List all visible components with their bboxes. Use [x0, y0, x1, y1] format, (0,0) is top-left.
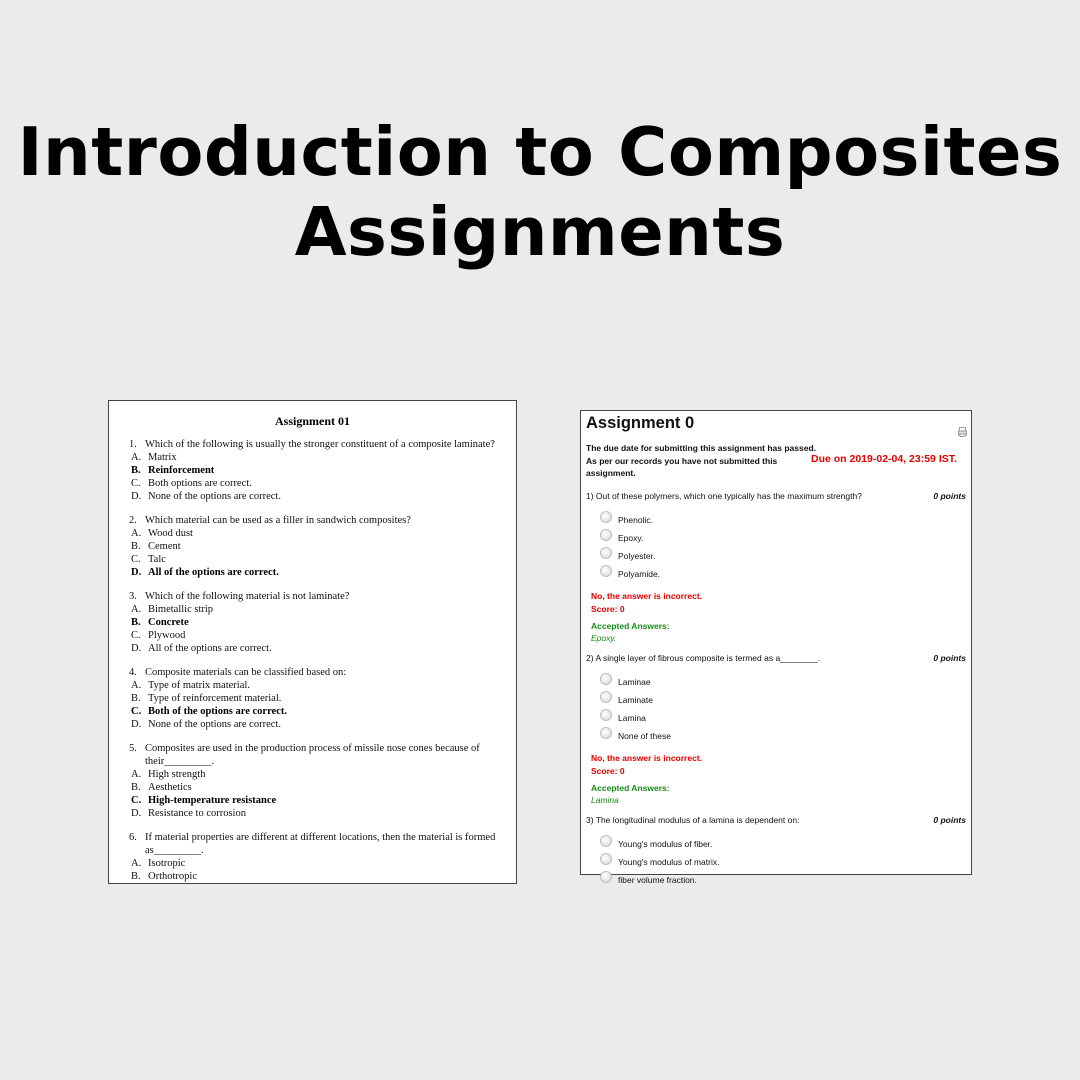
option-letter: A. [131, 769, 142, 780]
option-letter: D. [131, 491, 142, 502]
option-text: High strength [148, 769, 206, 780]
question-points: 0 points [933, 653, 966, 663]
radio-button[interactable] [600, 547, 612, 559]
option-text: None of the options are correct. [148, 719, 281, 730]
question-body: Which material can be used as a filler in sandwich composites? [145, 515, 411, 526]
question-points: 0 points [933, 815, 966, 825]
assignment-0-document [580, 410, 972, 885]
assignment-01-title: Assignment 01 [274, 414, 350, 428]
answer-option[interactable] [600, 529, 971, 547]
accepted-answers-label: Accepted Answers: [591, 783, 670, 793]
option [129, 807, 502, 820]
question-body: Composite materials can be classified based on: [145, 667, 347, 678]
option-text: None of the options are correct. [148, 491, 281, 502]
option [129, 490, 502, 503]
option [129, 718, 502, 731]
option-text: Concrete [148, 617, 189, 628]
question-body: Which of the following material is not laminate? [145, 591, 350, 602]
option-letter: B. [131, 871, 141, 882]
option-letter: C. [131, 478, 141, 489]
question-text [129, 590, 502, 603]
radio-button[interactable] [600, 691, 612, 703]
question-block [581, 813, 971, 889]
option-letter: D. [131, 719, 142, 730]
option-label: fiber volume fraction. [618, 875, 697, 885]
option-letter: D. [131, 567, 142, 578]
score-text: Score: 0 [591, 603, 625, 614]
option [129, 679, 502, 692]
radio-button[interactable] [600, 727, 612, 739]
option-letter: D. [131, 643, 142, 654]
correct-option [129, 705, 502, 718]
option-text: Reinforcement [148, 465, 215, 476]
question-body: Composites are used in the production process of missile nose cones because of their_________. [145, 743, 480, 767]
question-block [129, 742, 516, 820]
question-number: 2. [129, 515, 137, 526]
answer-feedback [581, 752, 971, 777]
question-block [129, 514, 516, 579]
option [129, 477, 502, 490]
assignment-01-questions [109, 438, 516, 883]
option-text: Cement [148, 541, 181, 552]
question-points: 0 points [933, 491, 966, 501]
answer-option[interactable] [600, 853, 971, 871]
option-letter: B. [131, 465, 141, 476]
print-icon[interactable] [958, 427, 967, 437]
option-letter: B. [131, 782, 141, 793]
answer-option[interactable] [600, 871, 971, 889]
answer-feedback [581, 590, 971, 615]
option-letter: C. [131, 630, 141, 641]
option-text: Plywood [148, 630, 186, 641]
option [129, 642, 502, 655]
option-letter: A. [131, 858, 142, 869]
answer-option[interactable] [600, 511, 971, 529]
option [129, 692, 502, 705]
accepted-answer: Epoxy. [591, 633, 617, 643]
correct-option [129, 616, 502, 629]
question-number: 1. [129, 439, 137, 450]
option [129, 870, 502, 883]
submission-notice [586, 442, 816, 480]
option-label: Phenolic. [618, 515, 653, 525]
option-text: Orthotropic [148, 871, 197, 882]
question-number: 6. [129, 832, 137, 843]
radio-button[interactable] [600, 673, 612, 685]
question-line [581, 813, 971, 827]
option-label: Laminate [618, 695, 653, 705]
due-date: Due on 2019-02-04, 23:59 IST. [811, 453, 957, 465]
option-text: Wood dust [148, 528, 193, 539]
feedback-text: No, the answer is incorrect. [591, 591, 703, 601]
page-title-line1: Introduction to Composites [17, 113, 1063, 191]
question-text [129, 831, 502, 857]
option [129, 527, 502, 540]
correct-option [129, 566, 502, 579]
radio-button[interactable] [600, 709, 612, 721]
page-title [0, 112, 1080, 272]
radio-button[interactable] [600, 511, 612, 523]
answer-option[interactable] [600, 547, 971, 565]
answer-option[interactable] [600, 835, 971, 853]
option-text: Both of the options are correct. [148, 706, 288, 717]
option-letter: B. [131, 617, 141, 628]
answer-options [581, 835, 971, 889]
answer-option[interactable] [600, 727, 971, 745]
question-block [129, 590, 516, 655]
option [129, 603, 502, 616]
option-letter: A. [131, 528, 142, 539]
option-label: Young's modulus of matrix. [618, 857, 720, 867]
option [129, 451, 502, 464]
radio-button[interactable] [600, 871, 612, 883]
assignment-01-document [108, 400, 517, 884]
option-letter: C. [131, 795, 142, 806]
feedback-text: No, the answer is incorrect. [591, 753, 703, 763]
question-block [129, 666, 516, 731]
option-letter: C. [131, 554, 141, 565]
option-letter: A. [131, 452, 142, 463]
option [129, 629, 502, 642]
notice-line2: As per our records you have not submitted this assignment. [586, 455, 778, 478]
option-letter: A. [131, 680, 142, 691]
option-label: None of these [618, 731, 671, 741]
answer-options [581, 511, 971, 583]
option-label: Polyester. [618, 551, 656, 561]
question-block [581, 489, 971, 644]
question-line [581, 489, 971, 503]
option [129, 768, 502, 781]
answer-option[interactable] [600, 691, 971, 709]
option-text: Isotropic [148, 858, 186, 869]
question-number: 4. [129, 667, 137, 678]
question-number: 3. [129, 591, 137, 602]
option-letter: D. [131, 808, 142, 819]
answer-option[interactable] [600, 673, 971, 691]
question-text [129, 514, 502, 527]
correct-option [129, 464, 502, 477]
option-letter: C. [131, 706, 142, 717]
accepted-answers-label: Accepted Answers: [591, 621, 670, 631]
accepted-answer: Lamina [591, 795, 619, 805]
option-text: Talc [148, 554, 166, 565]
notice-line1: The due date for submitting this assignment has passed. [586, 443, 817, 453]
radio-button[interactable] [600, 853, 612, 865]
question-text [129, 438, 502, 451]
question-block [581, 651, 971, 806]
radio-button[interactable] [600, 565, 612, 577]
page-title-line2: Assignments [294, 193, 786, 271]
option [129, 540, 502, 553]
option-label: Laminae [618, 677, 651, 687]
option-text: Matrix [148, 452, 177, 463]
question-text [129, 742, 502, 768]
option-text: Type of matrix material. [148, 680, 250, 691]
option-letter: B. [131, 693, 141, 704]
question-block [129, 831, 516, 883]
correct-option [129, 794, 502, 807]
question-text: 3) The longitudinal modulus of a lamina is dependent on: [586, 815, 800, 825]
option-label: Polyamide. [618, 569, 661, 579]
option-letter: B. [131, 541, 141, 552]
question-text: 2) A single layer of fibrous composite is termed as a________. [586, 653, 821, 663]
option [129, 781, 502, 794]
question-text [129, 666, 502, 679]
question-body: If material properties are different at different locations, then the material is formed as_________. [145, 832, 496, 856]
option-letter: A. [131, 604, 142, 615]
assignment-0-title: Assignment 0 [586, 414, 695, 432]
option [129, 857, 502, 870]
score-text: Score: 0 [591, 765, 625, 776]
option-text: Bimetallic strip [148, 604, 214, 615]
option-label: Lamina [618, 713, 646, 723]
radio-button[interactable] [600, 835, 612, 847]
question-number: 5. [129, 743, 137, 754]
answer-option[interactable] [600, 709, 971, 727]
option-label: Epoxy. [618, 533, 644, 543]
radio-button[interactable] [600, 529, 612, 541]
option-text: All of the options are correct. [148, 643, 272, 654]
option-label: Young's modulus of fiber. [618, 839, 713, 849]
option-text: Type of reinforcement material. [148, 693, 282, 704]
answer-options [581, 673, 971, 745]
option-text: All of the options are correct. [148, 567, 279, 578]
question-line [581, 651, 971, 665]
option-text: Both options are correct. [148, 478, 252, 489]
assignment-0-questions [581, 489, 971, 889]
question-text: 1) Out of these polymers, which one typically has the maximum strength? [586, 491, 862, 501]
option-text: High-temperature resistance [148, 795, 277, 806]
question-body: Which of the following is usually the stronger constituent of a composite laminate? [145, 439, 495, 450]
option-text: Resistance to corrosion [148, 808, 246, 819]
option-text: Aesthetics [148, 782, 192, 793]
question-block [129, 438, 516, 503]
answer-option[interactable] [600, 565, 971, 583]
option [129, 553, 502, 566]
